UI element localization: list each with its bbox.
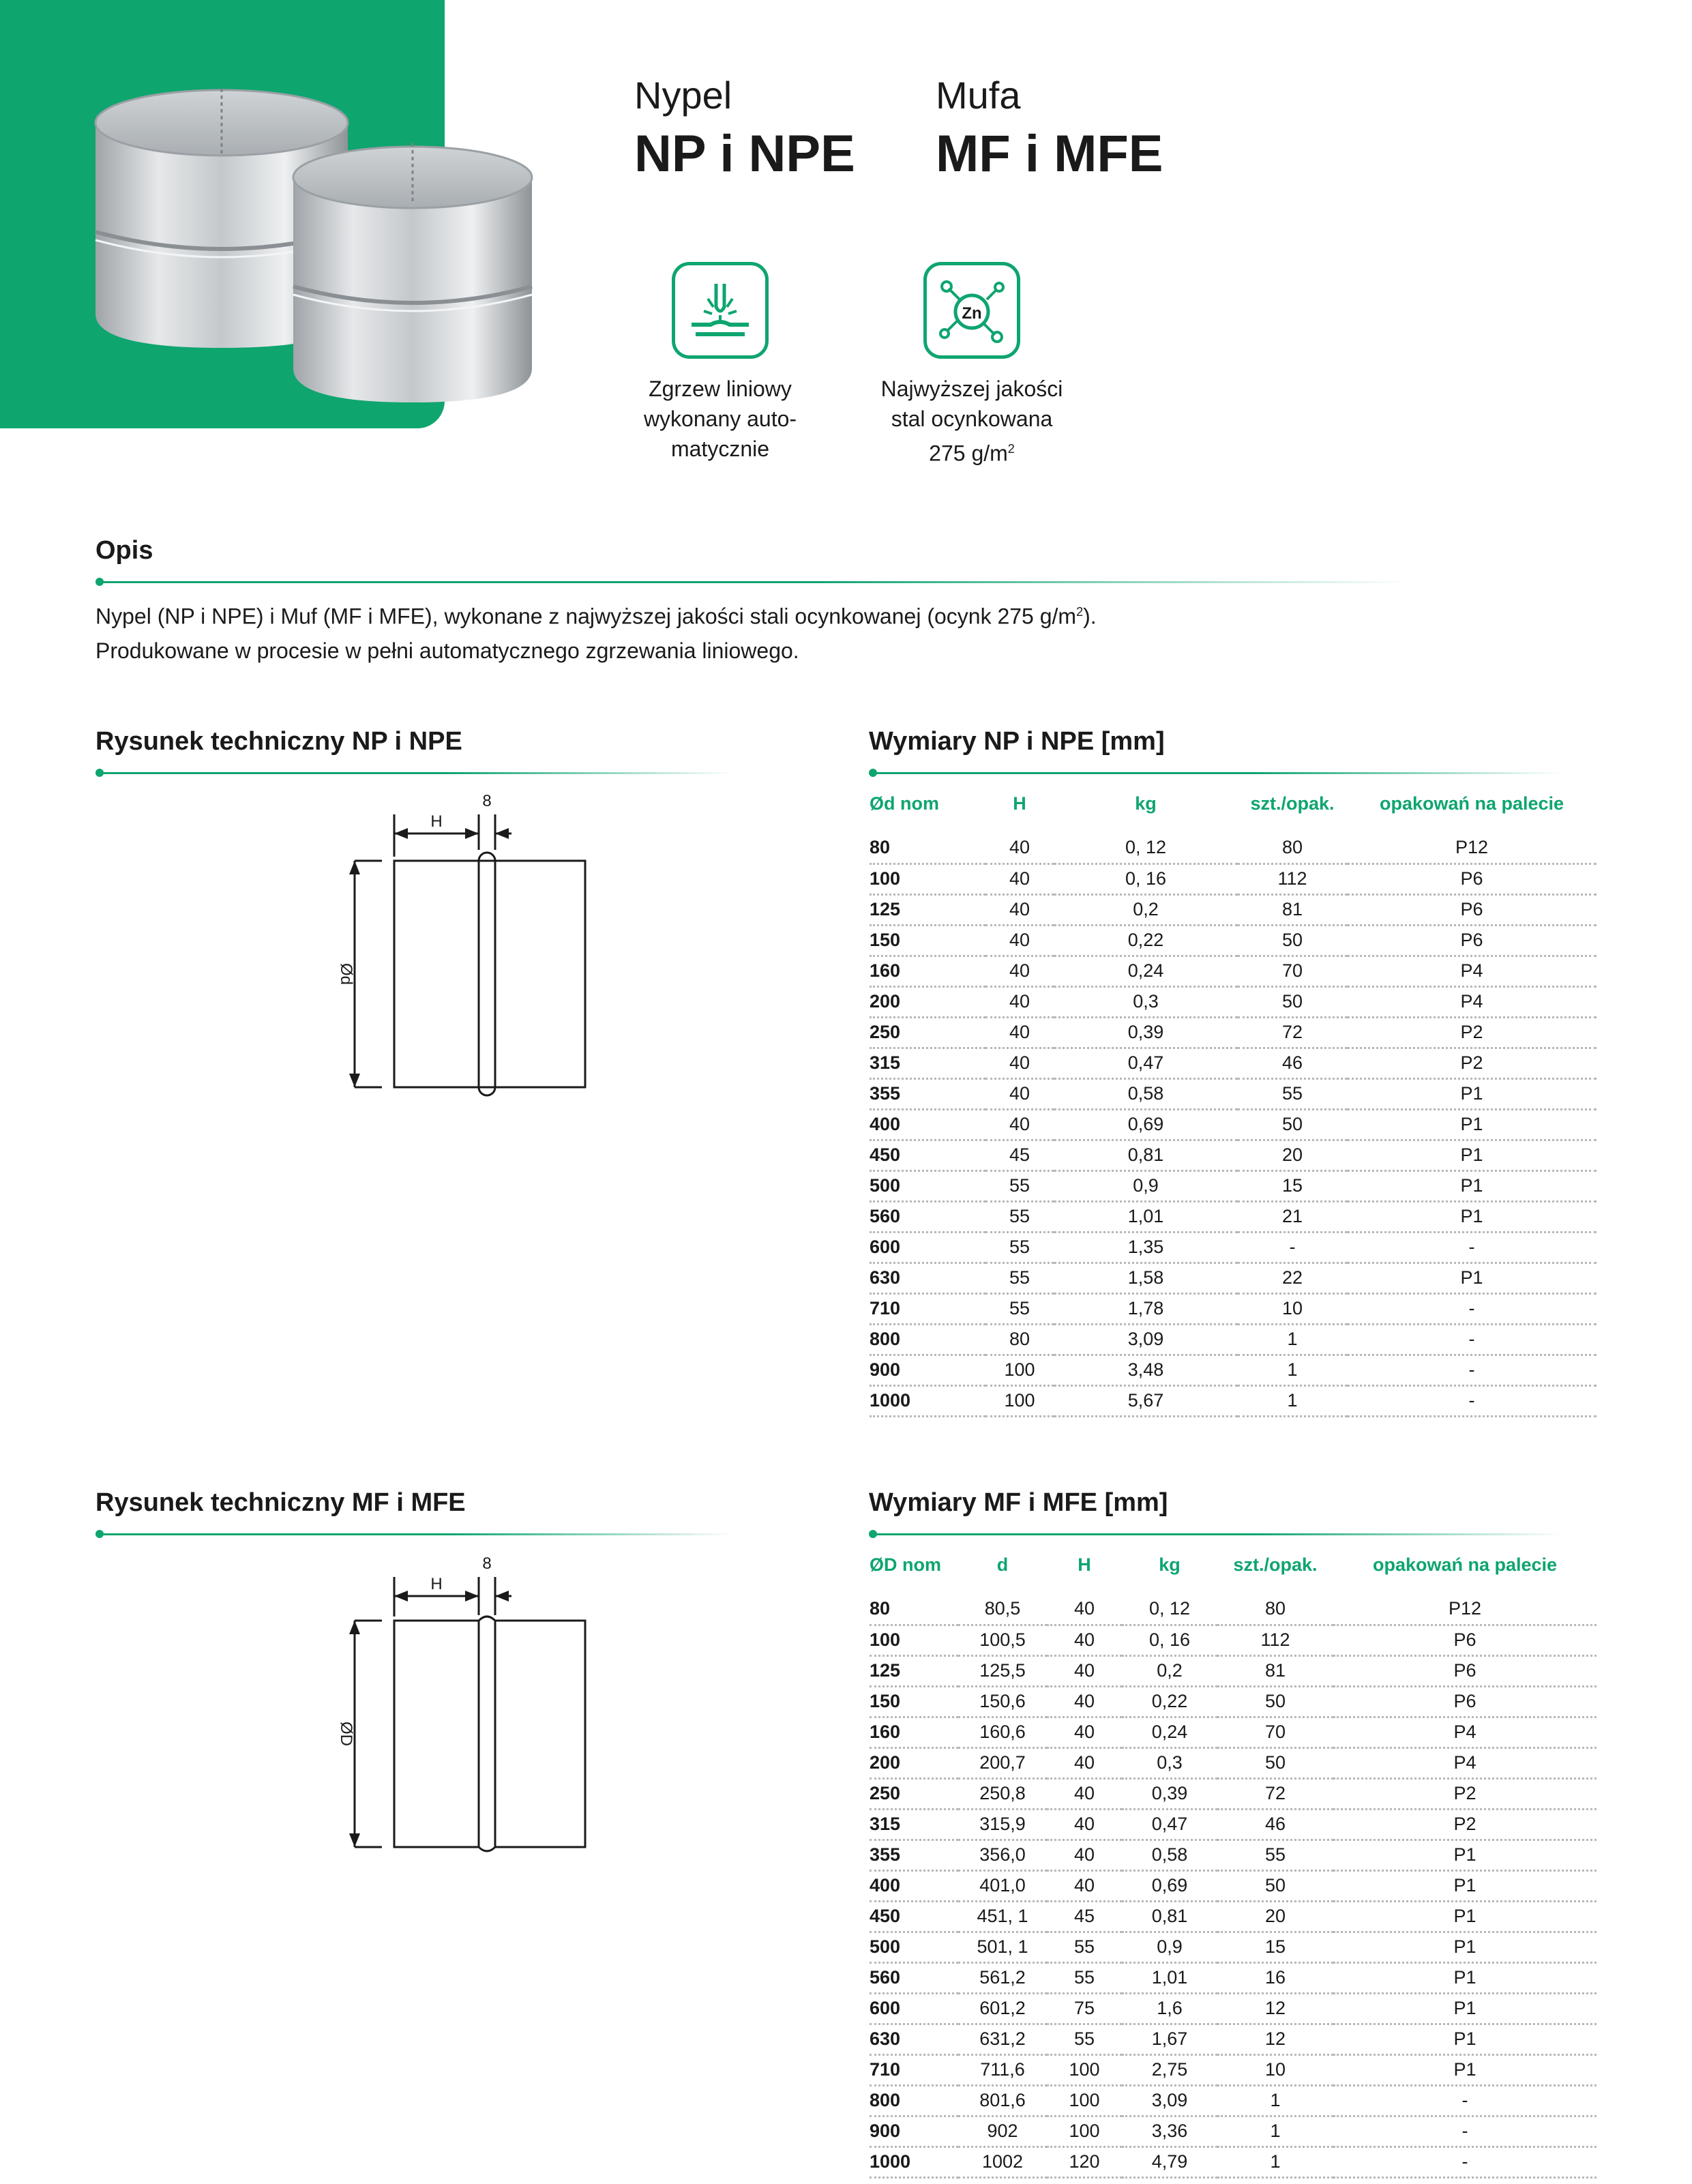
table-cell: 80,5 [958, 1594, 1047, 1625]
table-cell: - [1347, 1385, 1597, 1416]
zinc-icon-label: Zn [962, 304, 982, 323]
table-cell: P1 [1347, 1140, 1597, 1170]
table-cell: P1 [1347, 1078, 1597, 1109]
table-cell: 80 [1238, 833, 1347, 864]
table-cell: P4 [1333, 1747, 1597, 1778]
table-cell: 100 [985, 1385, 1054, 1416]
table-cell: 561,2 [958, 1962, 1047, 1993]
table-row [870, 986, 1597, 1017]
table-cell: 40 [985, 894, 1054, 925]
table-cell: 250 [870, 1778, 958, 1809]
table-row [870, 1993, 1597, 2024]
table-cell: 315,9 [958, 1809, 1047, 1840]
table-cell: 40 [985, 864, 1054, 894]
table-np-header-row [870, 793, 1597, 833]
table-cell: 100 [1047, 2054, 1122, 2085]
table-cell: 1,35 [1054, 1232, 1238, 1263]
table-cell: 10 [1238, 1293, 1347, 1324]
table-cell: 560 [870, 1962, 958, 1993]
table-row [870, 1263, 1597, 1293]
table-np-header: kg [1135, 793, 1157, 814]
table-cell: 40 [985, 986, 1054, 1017]
table-cell: 0,69 [1054, 1109, 1238, 1140]
table-cell: 600 [870, 1993, 958, 2024]
table-cell: P1 [1333, 1840, 1597, 1870]
table-mf-header: d [996, 1554, 1009, 1575]
drawing-np-rule [100, 772, 734, 774]
table-mf-header: H [1078, 1554, 1091, 1575]
table-row [870, 1686, 1597, 1717]
feature-weld [604, 262, 836, 464]
table-row [870, 833, 1597, 864]
table-cell: 0,24 [1054, 956, 1238, 986]
table-cell: 40 [1047, 1717, 1122, 1747]
table-cell: 0, 16 [1054, 864, 1238, 894]
table-cell: 200 [870, 986, 985, 1017]
title-mf: MF i MFE [936, 125, 1163, 183]
table-cell: 711,6 [958, 2054, 1047, 2085]
table-row [870, 1778, 1597, 1809]
table-cell: 0,9 [1122, 1932, 1217, 1962]
table-row [870, 1385, 1597, 1416]
table-cell: 355 [870, 1078, 985, 1109]
table-cell: 160 [870, 956, 985, 986]
table-row [870, 2085, 1597, 2116]
table-cell: 40 [985, 833, 1054, 864]
table-cell: 46 [1238, 1048, 1347, 1078]
table-cell: 5,67 [1054, 1385, 1238, 1416]
table-cell: - [1347, 1324, 1597, 1355]
table-cell: P12 [1333, 1594, 1597, 1625]
table-cell: 355 [870, 1840, 958, 1870]
drawing-mf-title: Rysunek techniczny MF i MFE [95, 1488, 466, 1517]
table-row [870, 2024, 1597, 2054]
table-row [870, 1355, 1597, 1385]
table-row [870, 925, 1597, 956]
table-cell: 80 [1217, 1594, 1333, 1625]
table-cell: 55 [985, 1201, 1054, 1232]
table-cell: P1 [1333, 2024, 1597, 2054]
table-cell: 112 [1238, 864, 1347, 894]
table-row [870, 1655, 1597, 1686]
table-cell: 10 [1217, 2054, 1333, 2085]
table-np-header: H [1013, 793, 1026, 814]
table-cell: P6 [1347, 864, 1597, 894]
table-cell: 72 [1217, 1778, 1333, 1809]
table-cell: 501, 1 [958, 1932, 1047, 1962]
drawing-np [321, 784, 607, 1105]
table-cell: 160,6 [958, 1717, 1047, 1747]
table-cell: 120 [1047, 2146, 1122, 2177]
table-mf [870, 1554, 1597, 2179]
table-cell: 12 [1217, 1993, 1333, 2024]
table-cell: 0,39 [1122, 1778, 1217, 1809]
table-cell: 800 [870, 2085, 958, 2116]
drawing-np-label-d: Ød [337, 962, 355, 986]
table-row [870, 1840, 1597, 1870]
table-cell: 55 [1047, 1962, 1122, 1993]
table-cell: 40 [985, 956, 1054, 986]
title-mf-block [936, 74, 1163, 183]
table-cell: 46 [1217, 1809, 1333, 1840]
table-row [870, 2054, 1597, 2085]
table-cell: 40 [1047, 1840, 1122, 1870]
table-cell: P1 [1333, 1901, 1597, 1932]
table-cell: 20 [1238, 1140, 1347, 1170]
table-cell: 80 [985, 1324, 1054, 1355]
table-mf-rule [873, 1533, 1562, 1535]
table-cell: 72 [1238, 1017, 1347, 1048]
table-cell: 112 [1217, 1625, 1333, 1655]
table-cell: 500 [870, 1170, 985, 1201]
drawing-mf-label-d: ØD [337, 1722, 355, 1746]
table-mf-header-row [870, 1554, 1597, 1594]
table-cell: 40 [1047, 1625, 1122, 1655]
table-cell: 1,01 [1054, 1201, 1238, 1232]
table-row [870, 1901, 1597, 1932]
table-cell: 1 [1238, 1355, 1347, 1385]
table-cell: 100 [870, 1625, 958, 1655]
table-mf-header: ØD nom [870, 1554, 941, 1575]
table-cell: 81 [1217, 1655, 1333, 1686]
table-cell: 40 [985, 925, 1054, 956]
table-cell: - [1333, 2085, 1597, 2116]
drawing-np-title: Rysunek techniczny NP i NPE [95, 727, 462, 756]
title-mf-subtitle: Mufa [936, 74, 1021, 117]
table-cell: 50 [1238, 925, 1347, 956]
table-cell: P2 [1333, 1778, 1597, 1809]
table-cell: P1 [1333, 1993, 1597, 2024]
table-cell: 45 [985, 1140, 1054, 1170]
table-cell: 0,9 [1054, 1170, 1238, 1201]
table-cell: P6 [1347, 925, 1597, 956]
table-cell: 401,0 [958, 1870, 1047, 1901]
table-cell: 40 [985, 1109, 1054, 1140]
table-cell: 631,2 [958, 2024, 1047, 2054]
table-cell: P6 [1333, 1655, 1597, 1686]
table-cell: 3,36 [1122, 2116, 1217, 2146]
feature-zinc [856, 262, 1088, 469]
table-cell: 55 [985, 1232, 1054, 1263]
table-cell: 15 [1238, 1170, 1347, 1201]
table-cell: 1 [1217, 2146, 1333, 2177]
table-cell: 0,3 [1054, 986, 1238, 1017]
table-row [870, 1962, 1597, 1993]
table-cell: 80 [870, 1594, 958, 1625]
table-cell: 1000 [870, 2146, 958, 2177]
table-cell: 500 [870, 1932, 958, 1962]
table-row [870, 1232, 1597, 1263]
table-cell: 40 [1047, 1778, 1122, 1809]
product-photo [82, 68, 573, 409]
table-cell: P12 [1347, 833, 1597, 864]
table-cell: 800 [870, 1324, 985, 1355]
table-cell: 601,2 [958, 1993, 1047, 2024]
table-cell: 0,2 [1054, 894, 1238, 925]
drawing-np-label-h: H [430, 812, 443, 831]
table-cell: 3,09 [1054, 1324, 1238, 1355]
table-cell: 0,22 [1054, 925, 1238, 956]
table-cell: 1 [1238, 1324, 1347, 1355]
feature-zinc-text: Najwyższej jakości stal ocynkowana 275 $g/m^2$ [880, 377, 1063, 466]
table-cell: 20 [1217, 1901, 1333, 1932]
table-cell: 0,47 [1054, 1048, 1238, 1078]
table-cell: 250 [870, 1017, 985, 1048]
table-cell: 40 [1047, 1655, 1122, 1686]
table-cell: 22 [1238, 1263, 1347, 1293]
table-cell: 900 [870, 2116, 958, 2146]
table-cell: 0, 12 [1122, 1594, 1217, 1625]
table-cell: 0,24 [1122, 1717, 1217, 1747]
table-cell: 50 [1217, 1747, 1333, 1778]
table-cell: 902 [958, 2116, 1047, 2146]
table-cell: 70 [1217, 1717, 1333, 1747]
table-cell: 12 [1217, 2024, 1333, 2054]
table-np-rule [873, 772, 1562, 774]
table-cell: 2,75 [1122, 2054, 1217, 2085]
table-cell: 100 [1047, 2085, 1122, 2116]
feature-weld-text: Zgrzew liniowy wykonany auto- matycznie [643, 377, 797, 461]
table-cell: 1 [1217, 2085, 1333, 2116]
table-cell: 400 [870, 1109, 985, 1140]
table-cell: - [1238, 1232, 1347, 1263]
table-cell: 315 [870, 1809, 958, 1840]
table-cell: P2 [1333, 1809, 1597, 1840]
table-mf-header: szt./opak. [1233, 1554, 1318, 1575]
table-cell: 150 [870, 925, 985, 956]
table-cell: - [1347, 1232, 1597, 1263]
table-cell: 801,6 [958, 2085, 1047, 2116]
table-cell: 0,22 [1122, 1686, 1217, 1717]
table-cell: 50 [1238, 1109, 1347, 1140]
table-cell: - [1333, 2146, 1597, 2177]
table-cell: 21 [1238, 1201, 1347, 1232]
table-cell: 55 [1047, 1932, 1122, 1962]
table-cell: 0,39 [1054, 1017, 1238, 1048]
table-cell: 125 [870, 1655, 958, 1686]
table-cell: 0,81 [1054, 1140, 1238, 1170]
table-cell: 200 [870, 1747, 958, 1778]
table-cell: 4,79 [1122, 2146, 1217, 2177]
title-np: NP i NPE [634, 125, 855, 183]
table-cell: 55 [985, 1263, 1054, 1293]
table-row [870, 1594, 1597, 1625]
table-cell: 1 [1238, 1385, 1347, 1416]
zinc-icon [923, 262, 1020, 359]
table-cell: 100,5 [958, 1625, 1047, 1655]
table-cell: 50 [1217, 1686, 1333, 1717]
table-cell: 710 [870, 2054, 958, 2085]
table-cell: P6 [1333, 1625, 1597, 1655]
table-cell: 100 [1047, 2116, 1122, 2146]
table-cell: P1 [1347, 1170, 1597, 1201]
table-cell: 160 [870, 1717, 958, 1747]
table-cell: 40 [985, 1017, 1054, 1048]
table-cell: 150 [870, 1686, 958, 1717]
table-cell: 0,2 [1122, 1655, 1217, 1686]
table-cell: 200,7 [958, 1747, 1047, 1778]
table-cell: 40 [1047, 1686, 1122, 1717]
table-cell: 55 [1238, 1078, 1347, 1109]
table-cell: 0, 16 [1122, 1625, 1217, 1655]
table-row [870, 1293, 1597, 1324]
table-cell: 125 [870, 894, 985, 925]
table-row [870, 1625, 1597, 1655]
table-row [870, 1932, 1597, 1962]
table-cell: 356,0 [958, 1840, 1047, 1870]
table-cell: 315 [870, 1048, 985, 1078]
table-cell: P4 [1333, 1717, 1597, 1747]
table-cell: 80 [870, 833, 985, 864]
table-cell: 40 [1047, 1747, 1122, 1778]
table-cell: 150,6 [958, 1686, 1047, 1717]
table-cell: 250,8 [958, 1778, 1047, 1809]
table-cell: 100 [985, 1355, 1054, 1385]
table-row [870, 1324, 1597, 1355]
table-cell: P6 [1333, 1686, 1597, 1717]
table-cell: 1,6 [1122, 1993, 1217, 2024]
table-cell: 900 [870, 1355, 985, 1385]
table-cell: 1,67 [1122, 2024, 1217, 2054]
table-np-header: Ød nom [870, 793, 939, 814]
table-cell: 0, 12 [1054, 833, 1238, 864]
drawing-mf-label-h: H [430, 1575, 443, 1593]
table-cell: 0,58 [1054, 1078, 1238, 1109]
weld-seam-icon [672, 262, 769, 359]
table-mf-header: opakowań na palecie [1372, 1554, 1558, 1575]
table-cell: 125,5 [958, 1655, 1047, 1686]
table-cell: 70 [1238, 956, 1347, 986]
table-cell: 450 [870, 1901, 958, 1932]
table-cell: 55 [985, 1293, 1054, 1324]
table-cell: 710 [870, 1293, 985, 1324]
table-cell: 1000 [870, 1385, 985, 1416]
table-cell: - [1333, 2116, 1597, 2146]
table-cell: 55 [1047, 2024, 1122, 2054]
table-cell: P1 [1333, 1870, 1597, 1901]
drawing-mf [321, 1547, 607, 1868]
table-row [870, 1870, 1597, 1901]
table-cell: 3,48 [1054, 1355, 1238, 1385]
table-cell: 630 [870, 2024, 958, 2054]
table-row [870, 864, 1597, 894]
table-cell: P1 [1347, 1263, 1597, 1293]
table-cell: 55 [1217, 1840, 1333, 1870]
table-cell: 16 [1217, 1962, 1333, 1993]
table-cell: 3,09 [1122, 2085, 1217, 2116]
description-text: Nypel (NP i NPE) i Muf (MF i MFE), wykonane z najwyższej jakości stali ocynkowanej (ocynk 275 $g/m^2$). Produkowane w procesie w pełni automatycznego zgrzewania liniowego. [95, 604, 1097, 663]
table-np [870, 793, 1597, 1417]
table-row [870, 1809, 1597, 1840]
table-cell: 40 [985, 1078, 1054, 1109]
drawing-mf-rule [100, 1533, 734, 1535]
table-row [870, 2116, 1597, 2146]
table-cell: 40 [1047, 1594, 1122, 1625]
table-row [870, 894, 1597, 925]
table-mf-header: kg [1159, 1554, 1181, 1575]
table-cell: 81 [1238, 894, 1347, 925]
title-np-subtitle: Nypel [634, 74, 732, 117]
drawing-np-label-8: 8 [482, 792, 492, 810]
table-np-header: opakowań na palecie [1379, 793, 1564, 814]
table-row [870, 1078, 1597, 1109]
table-cell: 15 [1217, 1932, 1333, 1962]
description-rule [100, 581, 1409, 583]
title-np-block [634, 74, 855, 183]
table-cell: 0,47 [1122, 1809, 1217, 1840]
table-cell: 450 [870, 1140, 985, 1170]
table-cell: P1 [1333, 1932, 1597, 1962]
table-cell: P4 [1347, 956, 1597, 986]
table-cell: 50 [1217, 1870, 1333, 1901]
table-np-header: szt./opak. [1250, 793, 1335, 814]
table-row [870, 1017, 1597, 1048]
table-row [870, 1717, 1597, 1747]
table-row [870, 1747, 1597, 1778]
table-cell: 45 [1047, 1901, 1122, 1932]
table-row [870, 1140, 1597, 1170]
table-row [870, 1170, 1597, 1201]
table-mf-title: Wymiary MF i MFE [mm] [869, 1488, 1168, 1517]
table-cell: 55 [985, 1170, 1054, 1201]
table-row [870, 1201, 1597, 1232]
table-cell: 40 [985, 1048, 1054, 1078]
table-cell: 1,01 [1122, 1962, 1217, 1993]
table-np-title: Wymiary NP i NPE [mm] [869, 727, 1165, 756]
table-cell: 0,58 [1122, 1840, 1217, 1870]
table-cell: 1002 [958, 2146, 1047, 2177]
table-cell: P2 [1347, 1048, 1597, 1078]
table-cell: P4 [1347, 986, 1597, 1017]
table-cell: P1 [1333, 2054, 1597, 2085]
table-cell: 75 [1047, 1993, 1122, 2024]
table-cell: 0,3 [1122, 1747, 1217, 1778]
table-cell: - [1347, 1293, 1597, 1324]
table-row [870, 1109, 1597, 1140]
description-title: Opis [95, 536, 153, 565]
table-cell: 100 [870, 864, 985, 894]
table-cell: P2 [1347, 1017, 1597, 1048]
table-cell: - [1347, 1355, 1597, 1385]
table-cell: P1 [1333, 1962, 1597, 1993]
table-cell: 400 [870, 1870, 958, 1901]
table-cell: 0,81 [1122, 1901, 1217, 1932]
table-row [870, 2146, 1597, 2177]
table-cell: 630 [870, 1263, 985, 1293]
table-row [870, 1048, 1597, 1078]
table-cell: P1 [1347, 1109, 1597, 1140]
table-cell: 451, 1 [958, 1901, 1047, 1932]
table-cell: 50 [1238, 986, 1347, 1017]
table-cell: 560 [870, 1201, 985, 1232]
table-cell: 40 [1047, 1809, 1122, 1840]
table-cell: 1 [1217, 2116, 1333, 2146]
table-cell: 600 [870, 1232, 985, 1263]
table-cell: P1 [1347, 1201, 1597, 1232]
table-cell: 1,58 [1054, 1263, 1238, 1293]
table-cell: 40 [1047, 1870, 1122, 1901]
table-cell: 1,78 [1054, 1293, 1238, 1324]
table-cell: P6 [1347, 894, 1597, 925]
table-row [870, 956, 1597, 986]
drawing-mf-label-8: 8 [482, 1554, 492, 1573]
table-cell: 0,69 [1122, 1870, 1217, 1901]
